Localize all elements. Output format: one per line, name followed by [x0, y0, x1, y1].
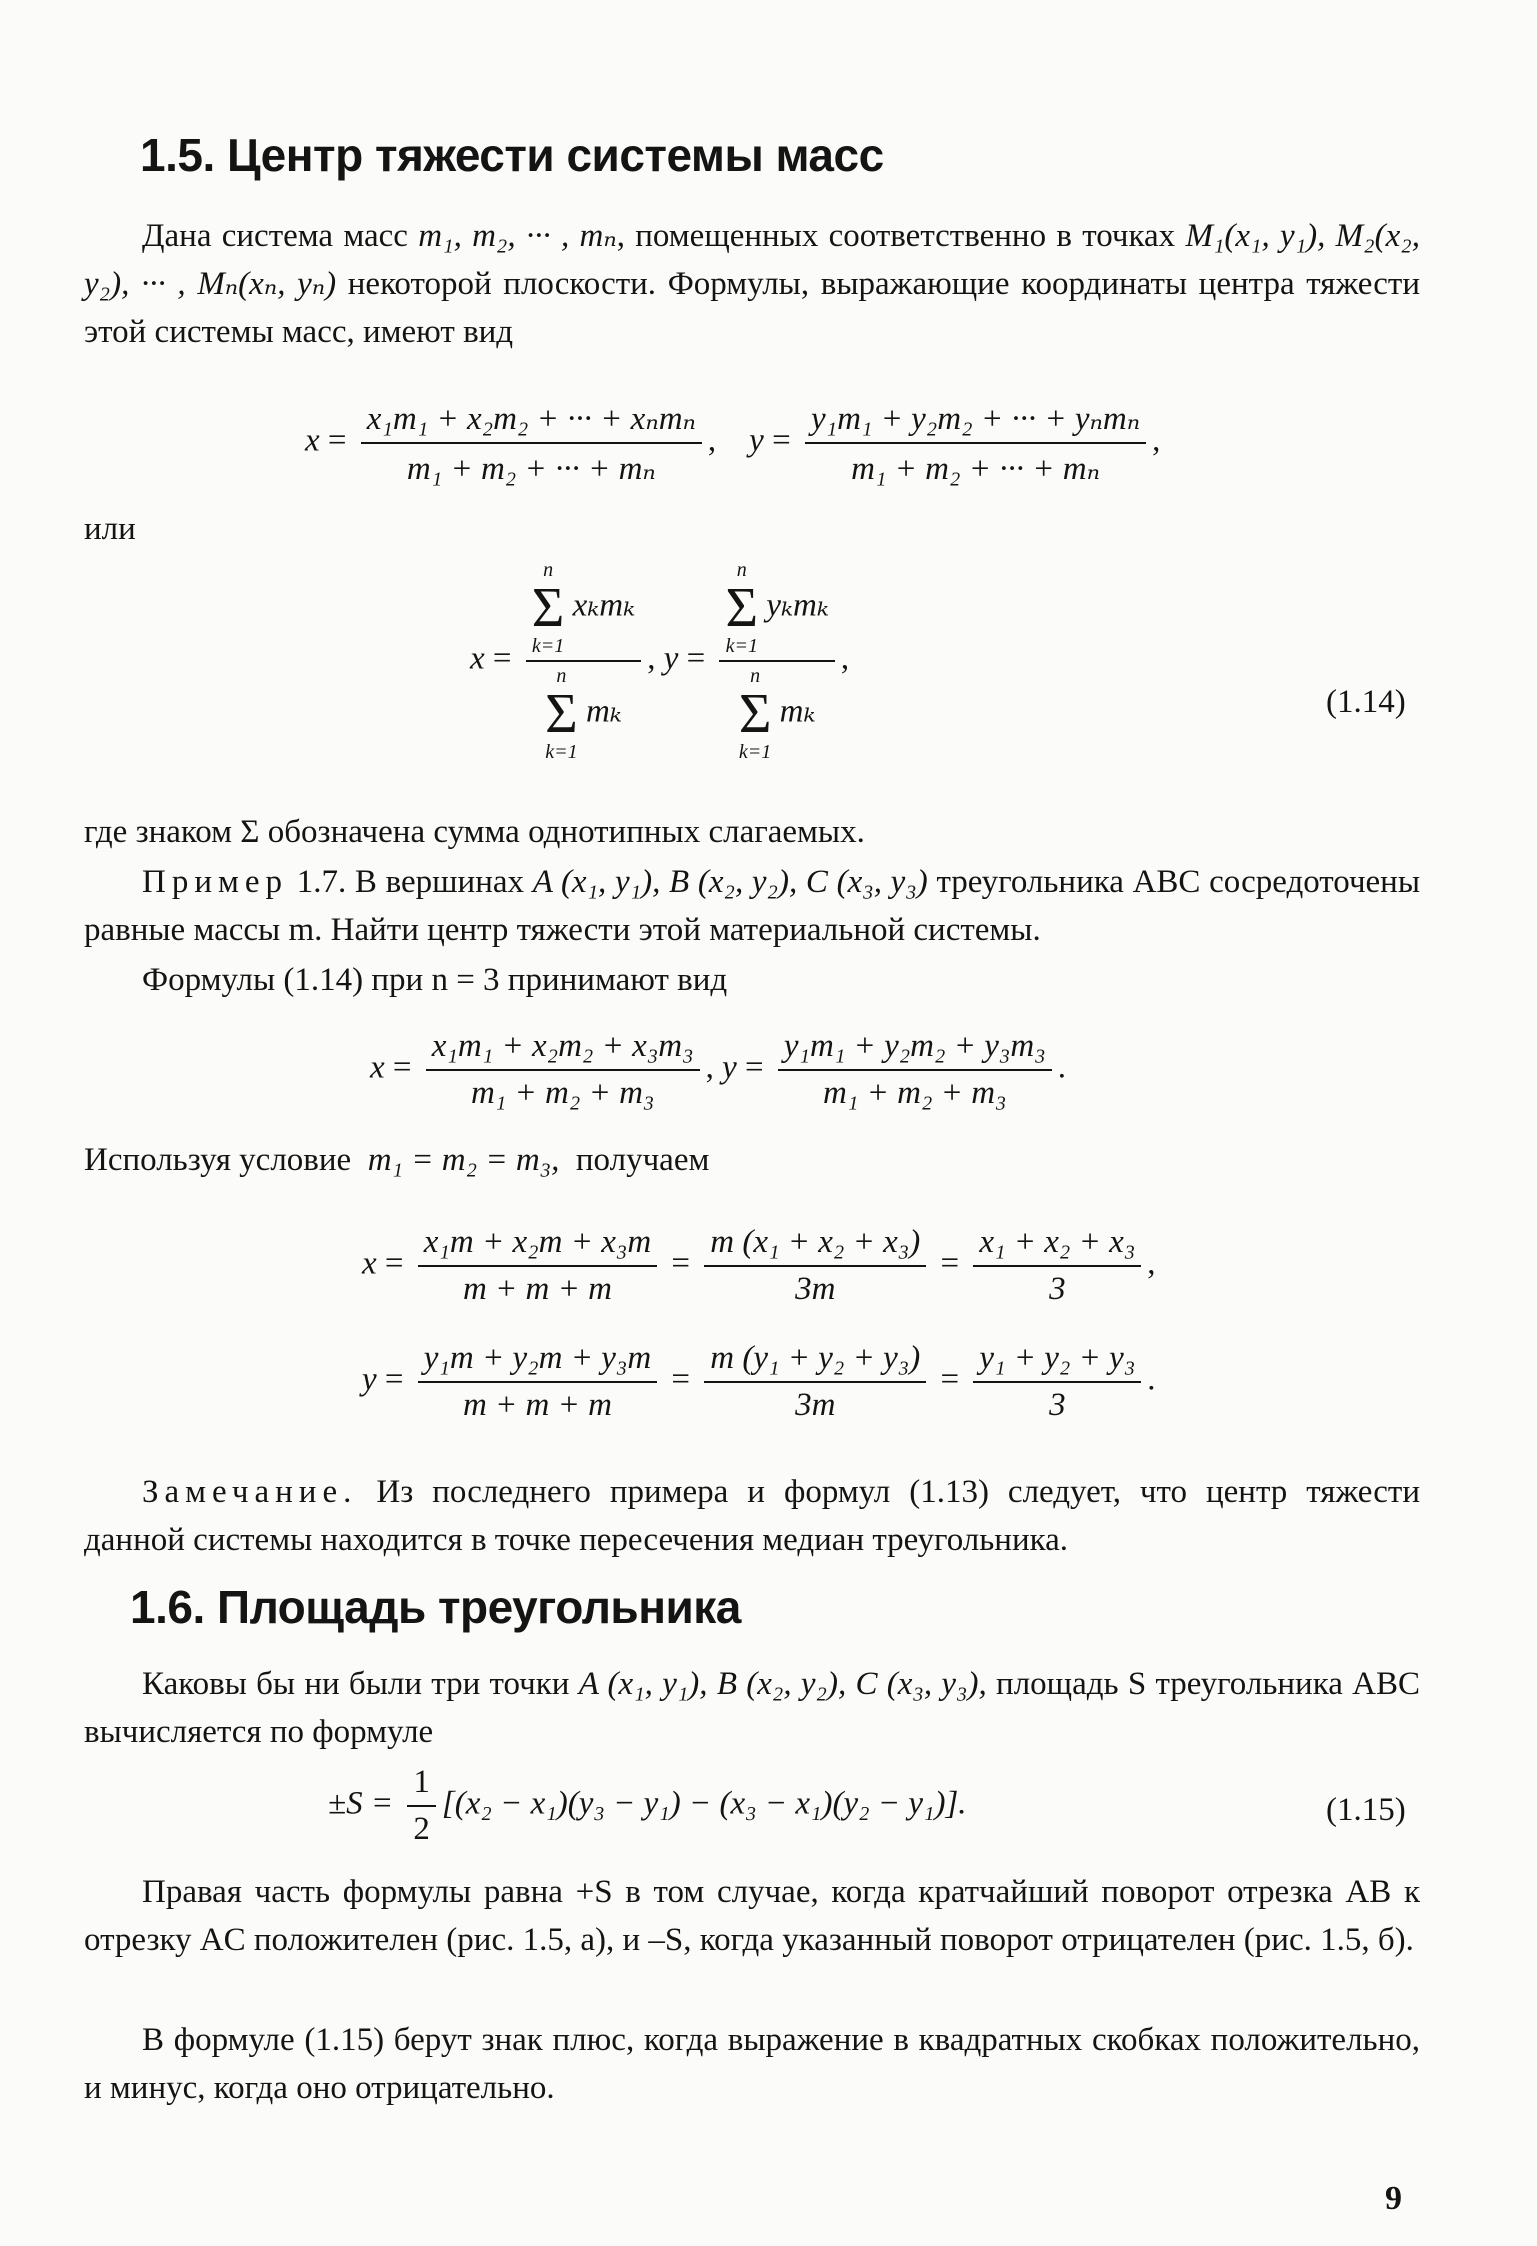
- example-1-7: [84, 858, 1420, 954]
- section-title-1-5: 1.5. Центр тяжести системы масс: [140, 129, 884, 181]
- result-y: y = $\frac{\text{y₁m + y₂m + y₃m}}{m + m + m}$ = $\frac{\text{m (y₁ + y₂ + y₃)}}{3m}$ = $\frac{\text{y₁ + y₂ + y₃}}{3}$ .: [362, 1340, 1156, 1423]
- triangle-points: A (x₁, y₁), B (x₂, y₂), C (x₃, y₃),: [578, 1666, 987, 1702]
- formula-x-denominator: m₁ + m₂ + ··· + mₙ: [406, 451, 656, 487]
- result-x: x = $\frac{\text{x₁m + x₂m + x₃m}}{m + m + m}$ = $\frac{\text{m (x₁ + x₂ + x₃)}}{3m}$ = $\frac{\text{x₁ + x₂ + x₃}}{3}$ ,: [362, 1224, 1156, 1307]
- or-word: или: [84, 511, 136, 547]
- condition-text-2: получаем: [575, 1142, 710, 1178]
- page-number: 9: [1385, 2180, 1402, 2217]
- formula-centroid-general: x = $\frac{\text{x₁m₁ + x₂m₂ + ··· + xₙmₙ}}{\text{m₁ + m₂ + ··· + mₙ}}$ , y = $\frac{\text{y₁m₁ + y₂m₂ + ··· + yₙmₙ}}{\text{m₁ + m₂ + ··· + mₙ}}$ ,: [305, 398, 1160, 488]
- sum-x-term: xₖmₖ: [572, 587, 636, 624]
- triangle-text-2: площадь S треугольника ABC вычисляется по формуле: [84, 1666, 1421, 1750]
- sum-lower-limit: k=1: [531, 635, 565, 657]
- example-points: A (x₁, y₁), B (x₂, y₂), C (x₃, y₃): [532, 864, 928, 900]
- f3-y-numerator: y₁m₁ + y₂m₂ + y₃m₃: [778, 1028, 1052, 1071]
- equation-number-1-14: (1.14): [1326, 684, 1406, 720]
- sum-y-term: yₖmₖ: [766, 587, 829, 624]
- intro-masses: m₁, m₂, ··· , mₙ: [418, 218, 617, 254]
- formula-triangle-area: ±S = $\frac{1}{2}$ [(x₂ − x₁)(y₃ − y₁) − (x₃ − x₁)(y₂ − y₁)].: [328, 1764, 967, 1847]
- remark-paragraph: [84, 1468, 1420, 1564]
- example-number: 1.7.: [296, 864, 347, 900]
- f3-x-numerator: x₁m₁ + x₂m₂ + x₃m₃: [426, 1028, 700, 1071]
- example-text-2: треугольника ABC сосредоточены равные массы m. Найти центр тяжести этой материальной системы.: [84, 864, 1421, 948]
- formula-y-numerator: y₁m₁ + y₂m₂ + ··· + yₙmₙ: [805, 398, 1146, 444]
- triangle-intro: [84, 1660, 1420, 1756]
- f3-x-denominator: m₁ + m₂ + m₃: [470, 1075, 655, 1111]
- condition-line: [84, 1136, 709, 1184]
- intro-points: M₁(x₁, y₁), M₂(x₂, y₂), ··· , Mₙ(xₙ, yₙ): [84, 218, 1421, 302]
- intro-paragraph: [84, 212, 1420, 356]
- condition-text-1: Используя условие: [84, 1142, 352, 1178]
- sum-den-term: mₖ: [585, 693, 622, 730]
- triangle-text-1: Каковы бы ни были три точки: [142, 1666, 570, 1702]
- formula-y-denominator: m₁ + m₂ + ··· + mₙ: [851, 451, 1100, 487]
- para-right-side: Правая часть формулы равна +S в том случае, когда кратчайший поворот отрезка AB к отрезку AC положителен (рис. 1.5, а), и –S, когда указанный поворот отрицателен (рис. 1.5, б).: [84, 1874, 1420, 1958]
- sigma-note: где знаком Σ обозначена сумма однотипных слагаемых.: [84, 814, 865, 850]
- intro-text-2: , помещенных соответственно в точках: [616, 218, 1176, 254]
- area-body: [(x₂ − x₁)(y₃ − y₁) − (x₃ − x₁)(y₂ − y₁)].: [441, 1785, 967, 1822]
- formula-centroid-three: x = $\frac{\text{x₁m₁ + x₂m₂ + x₃m₃}}{\text{m₁ + m₂ + m₃}}$ , y = $\frac{\text{y₁m₁ + y₂m₂ + y₃m₃}}{\text{m₁ + m₂ + m₃}}$ .: [370, 1028, 1066, 1111]
- sum-upper-limit: n: [543, 559, 554, 581]
- formulas-n3-intro: Формулы (1.14) при n = 3 принимают вид: [142, 962, 728, 998]
- formula-x-numerator: x₁m₁ + x₂m₂ + ··· + xₙmₙ: [361, 398, 702, 444]
- remark-label: Замечание.: [142, 1474, 358, 1510]
- example-label: Пример: [142, 864, 289, 900]
- intro-text-1: Дана система масс: [142, 218, 408, 254]
- formula-centroid-sigma: x = n Σ k=1 xₖmₖ n Σ k=1 mₖ , y = n Σ k=1 yₖmₖ n Σ k=1 mₖ ,: [470, 559, 850, 763]
- example-text-1: В вершинах: [354, 864, 525, 900]
- remark-text: Из последнего примера и формул (1.13) следует, что центр тяжести данной системы находится в точке пересечения медиан треугольника.: [84, 1474, 1421, 1558]
- equation-number-1-15: (1.15): [1326, 1792, 1406, 1828]
- intro-text-3: некоторой плоскости. Формулы, выражающие координаты центра тяжести этой системы масс, имеют вид: [84, 266, 1421, 350]
- condition-equation: m₁ = m₂ = m₃,: [367, 1142, 560, 1178]
- f3-y-denominator: m₁ + m₂ + m₃: [823, 1075, 1007, 1111]
- area-lhs: ±S =: [328, 1785, 394, 1822]
- para-sign: В формуле (1.15) берут знак плюс, когда выражение в квадратных скобках положительно, и минус, когда оно отрицательно.: [84, 2022, 1420, 2106]
- section-title-1-6: 1.6. Площадь треугольника: [130, 1581, 741, 1633]
